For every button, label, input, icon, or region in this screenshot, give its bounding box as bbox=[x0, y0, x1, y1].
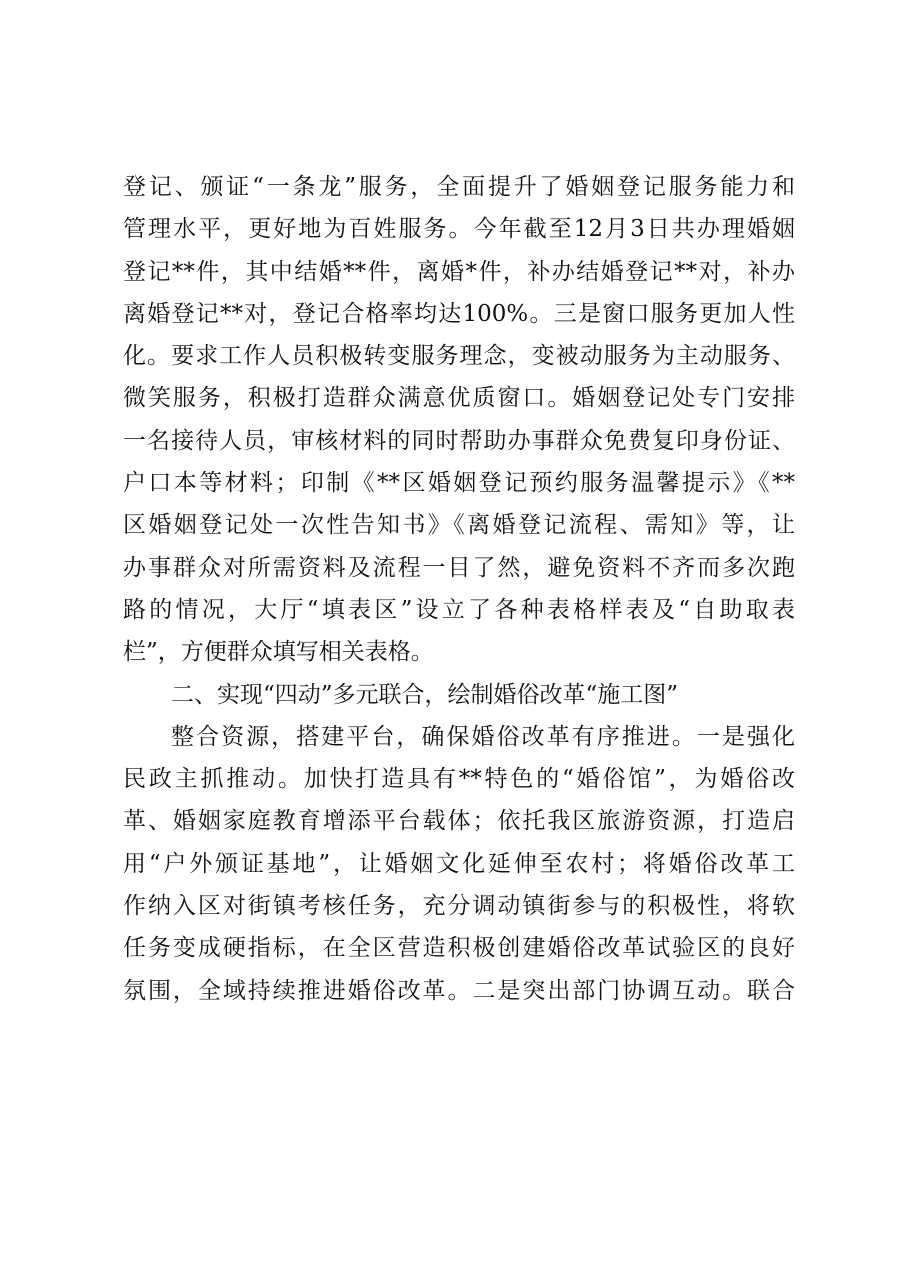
body-line: 路的情况，大厅“填表区”设立了各种表格样表及“自助取表 bbox=[123, 596, 795, 623]
body-line: 办事群众对所需资料及流程一目了然，避免资料不齐而多次跑 bbox=[123, 554, 795, 581]
body-line: 氛围，全域持续推进婚俗改革。二是突出部门协调互动。联合 bbox=[123, 977, 795, 1004]
body-line: 化。要求工作人员积极转变服务理念，变被动服务为主动服务、 bbox=[123, 343, 795, 370]
body-line: 登记、颁证“一条龙”服务，全面提升了婚姻登记服务能力和 bbox=[123, 174, 795, 200]
body-line: 任务变成硬指标，在全区营造积极创建婚俗改革试验区的良好 bbox=[123, 935, 795, 962]
body-line: 用“户外颁证基地”，让婚姻文化延伸至农村；将婚俗改革工 bbox=[123, 850, 795, 877]
body-line: 整合资源，搭建平台，确保婚俗改革有序推进。一是强化 bbox=[171, 723, 795, 750]
body-line: 一名接待人员，审核材料的同时帮助办事群众免费复印身份证、 bbox=[123, 427, 795, 454]
body-line: 作纳入区对街镇考核任务，充分调动镇街参与的积极性，将软 bbox=[123, 893, 795, 920]
body-line: 栏”，方便群众填写相关表格。 bbox=[123, 639, 434, 666]
body-line: 民政主抓推动。加快打造具有**特色的“婚俗馆”，为婚俗改 bbox=[123, 766, 795, 793]
body-line: 微笑服务，积极打造群众满意优质窗口。婚姻登记处专门安排 bbox=[123, 385, 795, 412]
document-body bbox=[123, 166, 795, 1012]
section-heading: 二、实现“四动”多元联合，绘制婚俗改革“施工图” bbox=[171, 681, 679, 708]
body-line: 革、婚姻家庭教育增添平台载体；依托我区旅游资源，打造启 bbox=[123, 808, 795, 835]
body-line: 离婚登记**对，登记合格率均达100%。三是窗口服务更加人性 bbox=[123, 300, 795, 327]
body-line: 登记**件，其中结婚**件，离婚*件，补办结婚登记**对，补办 bbox=[123, 258, 795, 285]
body-line: 户口本等材料；印制《**区婚姻登记预约服务温馨提示》《** bbox=[123, 470, 795, 497]
body-line: 管理水平，更好地为百姓服务。今年截至12月3日共办理婚姻 bbox=[123, 216, 795, 243]
body-line: 区婚姻登记处一次性告知书》《离婚登记流程、需知》等，让 bbox=[123, 512, 795, 539]
